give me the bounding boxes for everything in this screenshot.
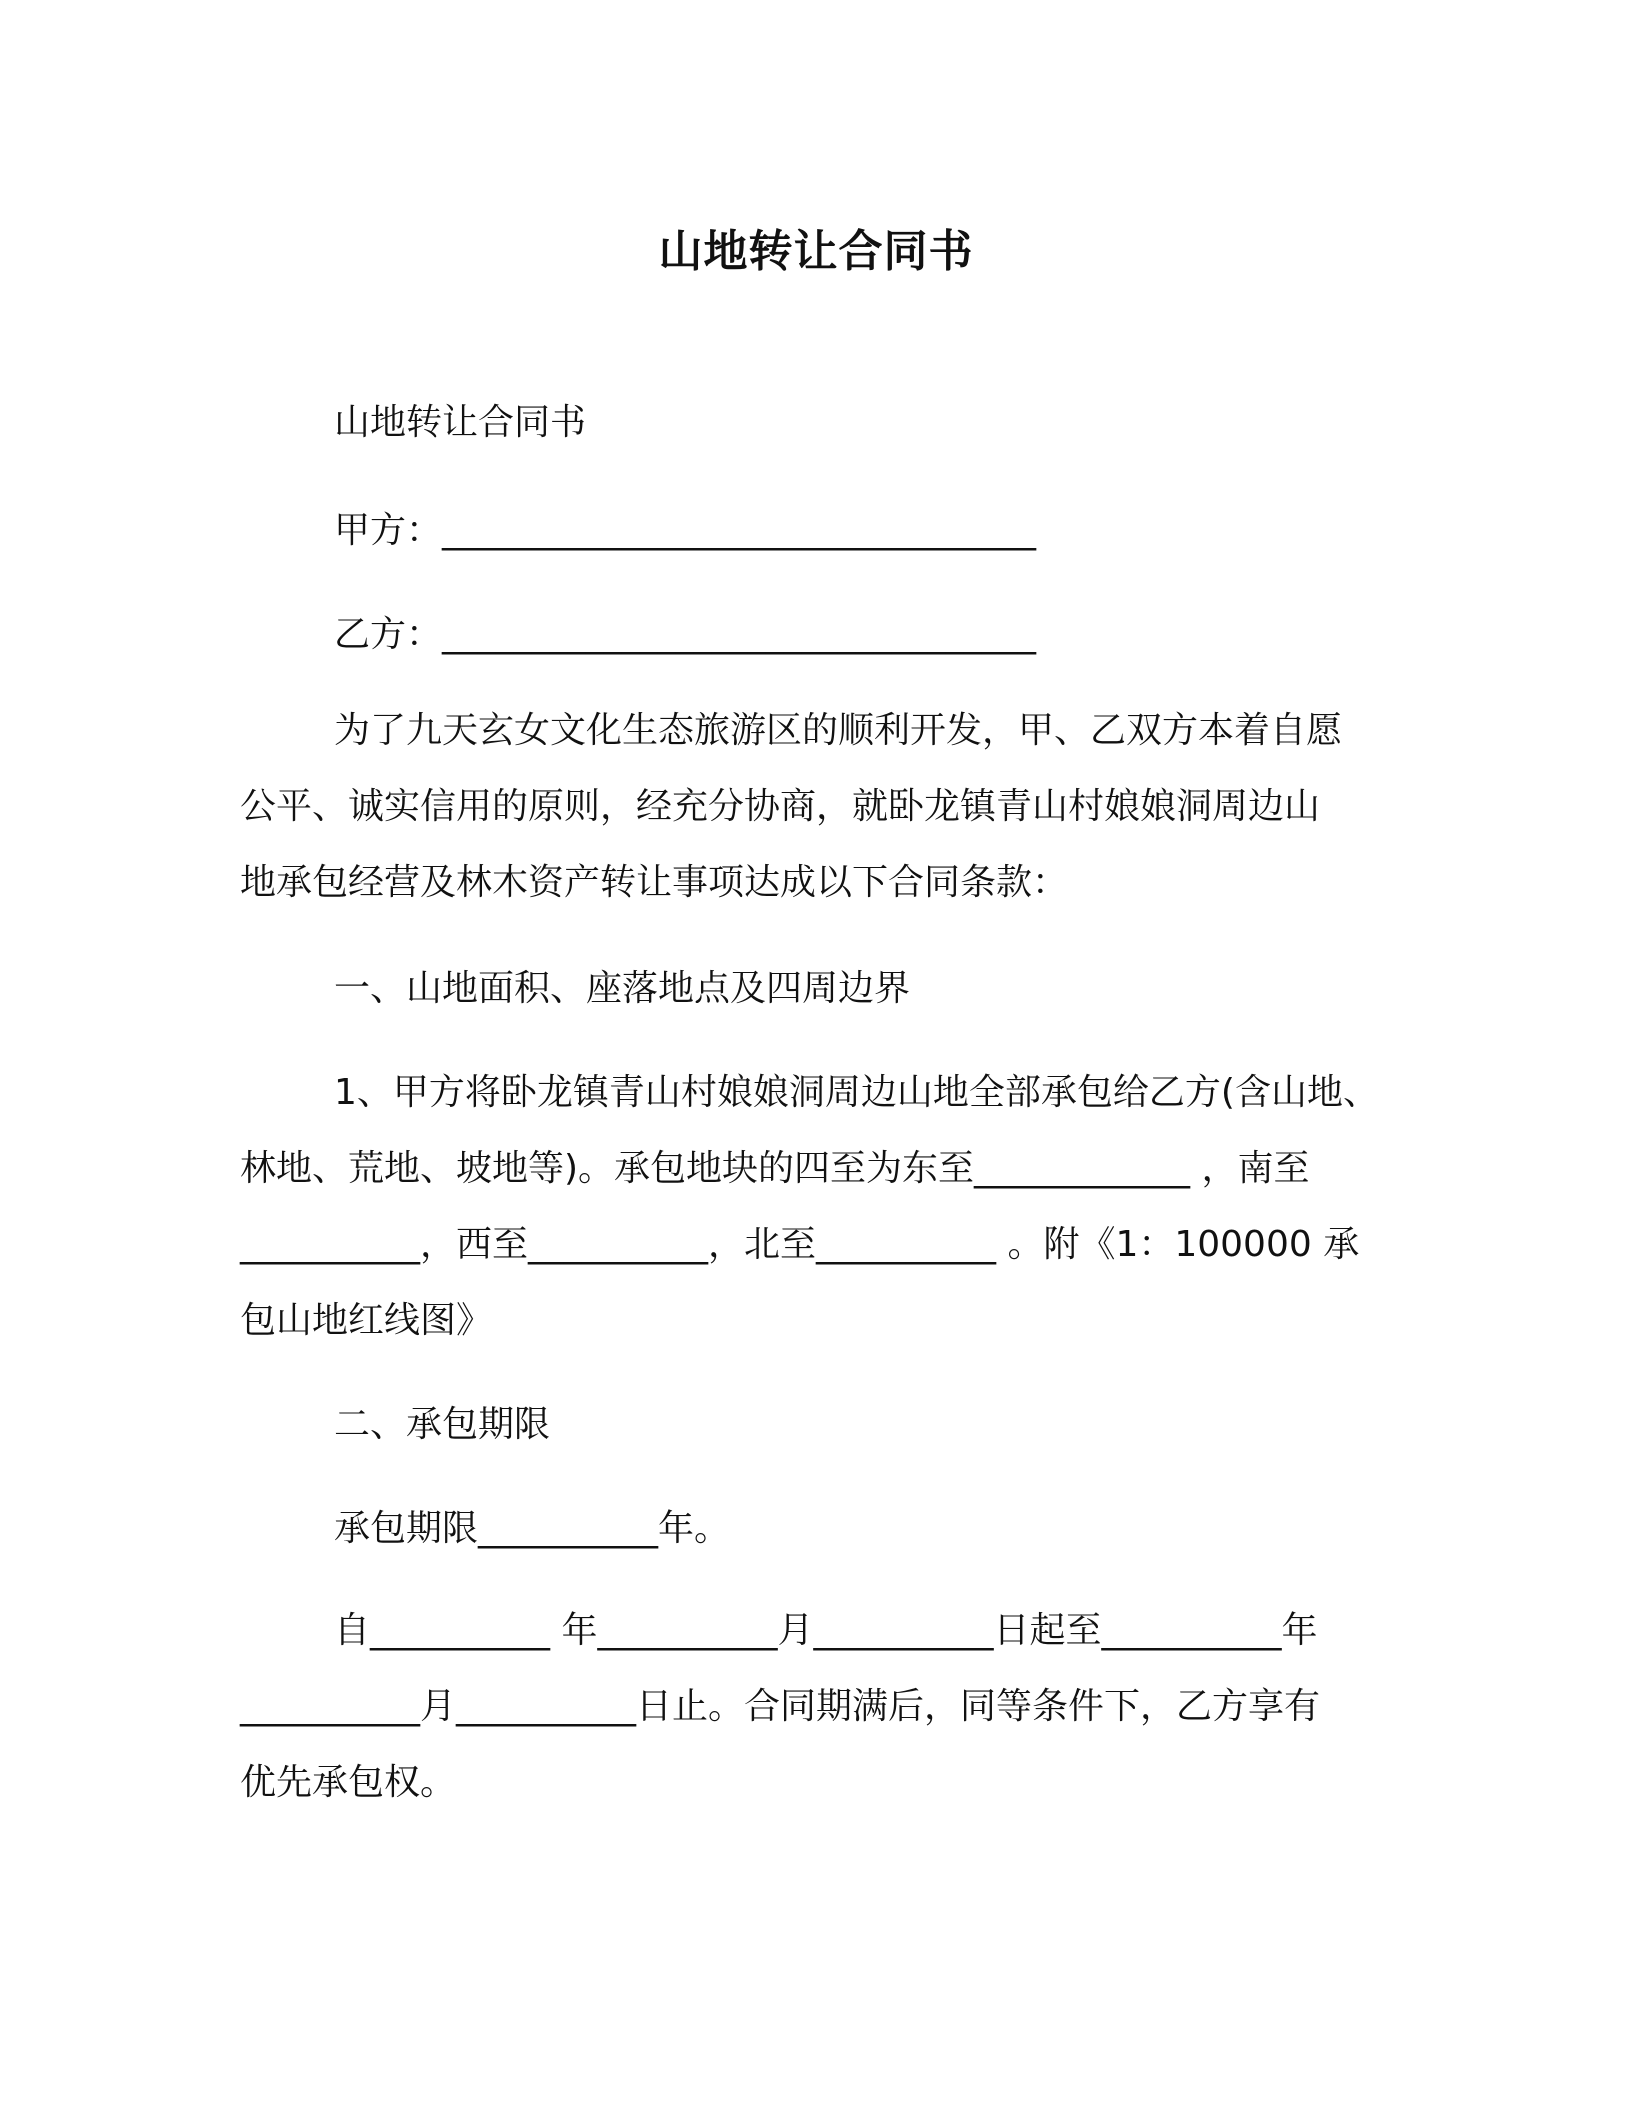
intro-line-3: 地承包经营及林木资产转让事项达成以下合同条款： — [240, 862, 1069, 903]
section-2-heading: 二、承包期限 — [334, 1404, 551, 1445]
party-b-line: 乙方：_________________________________ — [334, 614, 1037, 655]
section-1-clause-line-3: __________，西至__________，北至__________ 。附《1：100000 承 — [240, 1224, 1360, 1265]
term-period-line-2: __________月__________日止。合同期满后，同等条件下，乙方享有 — [240, 1686, 1321, 1727]
intro-line-1: 为了九天玄女文化生态旅游区的顺利开发，甲、乙双方本着自愿 — [334, 710, 1343, 751]
party-a-line: 甲方：_________________________________ — [334, 510, 1037, 551]
term-years-line: 承包期限__________年。 — [334, 1508, 731, 1549]
section-1-clause-line-1: 1、甲方将卧龙镇青山村娘娘洞周边山地全部承包给乙方(含山地、 — [334, 1072, 1379, 1113]
term-period-line-1: 自__________ 年__________月__________日起至__________年 — [334, 1610, 1318, 1651]
section-1-clause-line-4: 包山地红线图》 — [240, 1300, 493, 1341]
term-period-line-3: 优先承包权。 — [240, 1762, 457, 1803]
document-title: 山地转让合同书 — [658, 226, 974, 277]
section-1-clause-line-2: 林地、荒地、坡地等)。承包地块的四至为东至____________ ，南至 — [240, 1148, 1310, 1189]
section-1-heading: 一、山地面积、座落地点及四周边界 — [334, 968, 911, 1009]
document-subtitle: 山地转让合同书 — [334, 402, 587, 443]
intro-line-2: 公平、诚实信用的原则，经充分协商，就卧龙镇青山村娘娘洞周边山 — [240, 786, 1321, 827]
